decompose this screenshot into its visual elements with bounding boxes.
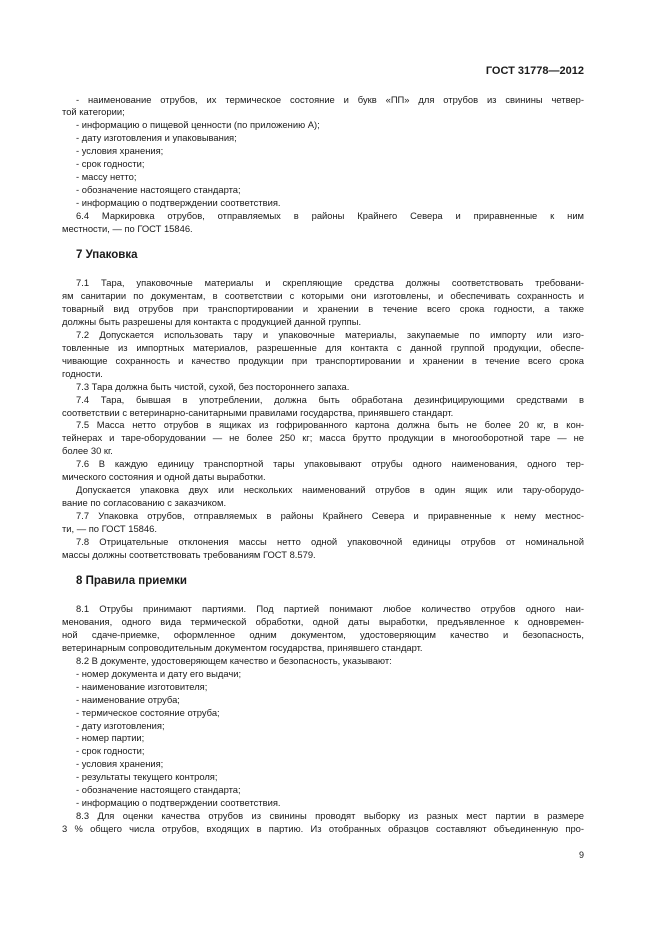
text-line: должны быть разрешены для контакта с продукцией данной группы. [62,316,362,328]
section-heading: 7 Упаковка [76,249,138,262]
text-line: ной сдаче-приемке, оформленное одним документом, удостоверяющим качество и безопасность, [62,629,584,641]
text-line: 7.5 Масса нетто отрубов в ящиках из гофрированного картона должна быть не более 20 кг, в кон- [76,419,584,431]
text-line: - массу нетто; [76,170,137,182]
text-line: тейнерах и таре-оборудовании — не более 250 кг; масса брутто продукции в многооборотной таре — не [62,432,584,444]
paragraph [62,536,584,562]
text-line: - информацию о подтверждении соответствия. [76,196,281,208]
text-line: - срок годности; [76,745,145,757]
list-item [62,720,584,733]
list-item [62,668,584,681]
list-item [62,158,584,171]
paragraph [62,458,584,484]
page-number: 9 [578,850,584,860]
list-item [62,771,584,784]
text-line: 7.6 В каждую единицу транспортной тары упаковывают отрубы одного наименования, одного тер- [76,458,584,470]
text-line: товленные из импортных материалов, разрешенные для контакта с данной группой продукции, обеспе- [62,342,584,353]
text-line: - обозначение настоящего стандарта; [76,784,241,796]
list-item [62,119,584,132]
paragraph [62,603,584,655]
list-item [62,797,584,810]
paragraph [62,210,584,236]
text-line: ти, — по ГОСТ 15846. [62,522,157,534]
list-item [62,694,584,707]
document-header-id: ГОСТ 31778—2012 [485,65,584,77]
text-line: чивающие сохранность и качество продукции при транспортировании и хранении в течение всего срока [62,354,584,366]
text-line: - номер партии; [76,732,145,744]
text-line: - результаты текущего контроля; [76,771,218,783]
list-item [62,132,584,145]
list-item [62,94,584,120]
list-item [62,145,584,158]
paragraph [62,510,584,536]
text-line: 8.3 Для оценки качества отрубов из свинины проводят выборку из разных мест партии в размере [76,809,584,821]
paragraph [62,810,584,836]
text-line: - условия хранения; [76,758,164,770]
text-line: местности, — по ГОСТ 15846. [62,222,193,234]
text-line: Допускается упаковка двух или нескольких наименований отрубов в один ящик или тару-оборудо- [76,483,584,495]
paragraph [62,329,584,381]
text-line: 7.7 Упаковка отрубов, отправляемых в районы Крайнего Севера и приравненные к нему местнос- [76,509,584,521]
text-line: мического состояния и одной даты выработки. [62,471,266,483]
text-line: - номер документа и дату его выдачи; [76,667,242,679]
text-line: 7.3 Тара должна быть чистой, сухой, без постороннего запаха. [76,380,350,392]
text-line: более 30 кг. [62,445,113,457]
section-heading: 8 Правила приемки [76,575,187,588]
paragraph [62,419,584,458]
list-item [62,707,584,720]
text-line: ям санитарии по документам, в соответствии с которыми они изготовлены, и обеспечивать сохранность и [62,290,584,302]
text-line: - обозначение настоящего стандарта; [76,183,241,195]
text-line: ветеринарным сопроводительным документом государства, принявшего стандарт. [62,642,423,654]
text-line: годности. [62,367,103,379]
paragraph [62,484,584,510]
text-line: массы должны соответствовать требованиям ГОСТ 8.579. [62,548,316,560]
list-item [62,197,584,210]
text-line: соответствии с ветеринарно-санитарными правилами государства, принявшего стандарт. [62,406,454,418]
text-line: 7.4 Тара, бывшая в употреблении, должна быть обработана дезинфицирующими средствами в [76,393,584,405]
list-item [62,732,584,745]
text-line: той категории; [62,106,125,118]
paragraph [62,277,584,329]
text-line: - наименование отруба; [76,693,180,705]
list-item [62,784,584,797]
text-line: вание по согласованию с заказчиком. [62,496,227,508]
text-line: - наименование изготовителя; [76,680,208,692]
text-line: - дату изготовления и упаковывания; [76,132,237,144]
text-line: 7.2 Допускается использовать тару и упаковочные материалы, закупаемые по импорту или изго- [76,329,584,341]
text-line: товарный вид отрубов при транспортировании и хранении в течение всего срока годности, а также [62,303,584,315]
text-line: 3 % общего числа отрубов, входящих в партию. Из отобранных образцов составляют объединенную про- [62,822,584,834]
text-line: - наименование отрубов, их термическое состояние и букв «ПП» для отрубов из свинины четвер- [76,93,584,105]
paragraph [62,655,584,668]
paragraph [62,381,584,394]
text-line: - условия хранения; [76,145,164,157]
list-item [62,171,584,184]
list-item [62,184,584,197]
paragraph [62,394,584,420]
text-line: 7.1 Тара, упаковочные материалы и скрепляющие средства должны соответствовать требовани- [76,277,584,289]
text-line: - дату изготовления; [76,719,165,731]
text-line: - термическое состояние отруба; [76,706,220,718]
text-line: менования, одного вида термической обработки, одной даты выработки, предъявленное к одновремен- [62,616,584,628]
text-line: 8.1 Отрубы принимают партиями. Под партией понимают любое количество отрубов одного наи- [76,603,584,615]
text-line: 8.2 В документе, удостоверяющем качество и безопасность, указывают: [76,655,392,667]
list-item [62,745,584,758]
list-item [62,681,584,694]
text-line: 6.4 Маркировка отрубов, отправляемых в районы Крайнего Севера и приравненные к ним [76,209,584,221]
page-body [62,94,584,836]
text-line: - срок годности; [76,158,145,170]
text-line: - информацию о пищевой ценности (по приложению А); [76,119,320,131]
text-line: 7.8 Отрицательные отклонения массы нетто одной упаковочной единицы отрубов от номинальной [76,535,584,547]
list-item [62,758,584,771]
text-line: - информацию о подтверждении соответствия. [76,797,281,808]
